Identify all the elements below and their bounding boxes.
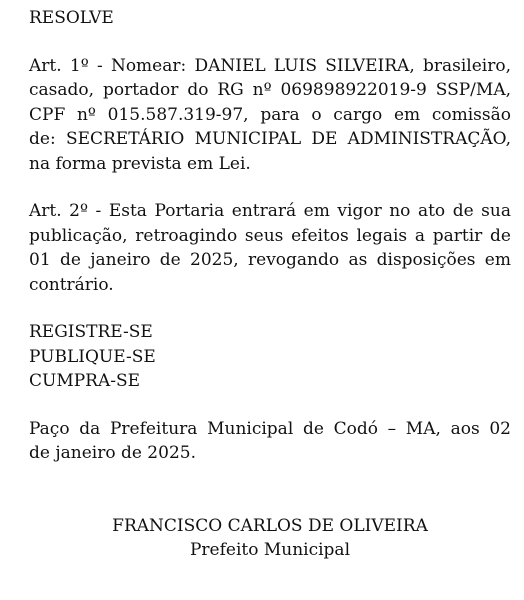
article-2-line: publicação, retroagindo seus efeitos legais a partir de <box>29 225 511 246</box>
article-1-line: CPF nº 015.587.319-97, para o cargo em comissão <box>29 104 511 125</box>
place-date-line: de janeiro de 2025. <box>29 443 196 463</box>
cumpra-se: CUMPRA-SE <box>29 371 141 391</box>
signatory-name: FRANCISCO CARLOS DE OLIVEIRA <box>112 515 428 536</box>
publique-se: PUBLIQUE-SE <box>29 346 156 367</box>
resolve-heading: RESOLVE <box>29 8 114 28</box>
closing-formulas <box>29 320 511 394</box>
article-1-line: casado, portador do RG nº 069898922019-9 SSP/MA, <box>29 80 511 100</box>
place-and-date <box>29 417 511 466</box>
article-1 <box>29 54 511 177</box>
registre-se: REGISTRE-SE <box>29 322 153 342</box>
article-1-line: na forma prevista em Lei. <box>29 153 251 174</box>
place-date-line: Paço da Prefeitura Municipal de Codó – MA, aos 02 <box>29 418 511 439</box>
document-body <box>29 0 511 563</box>
article-1-line: de: SECRETÁRIO MUNICIPAL DE ADMINISTRAÇÃO, <box>29 129 511 149</box>
article-2-line: contrário. <box>29 274 114 295</box>
article-2-line: 01 de janeiro de 2025, revogando as disposições em <box>29 250 511 270</box>
signature-block <box>29 514 511 563</box>
article-2-line: Art. 2º - Esta Portaria entrará em vigor no ato de sua <box>29 201 511 221</box>
signatory-title: Prefeito Municipal <box>189 540 351 560</box>
article-1-line: Art. 1º - Nomear: DANIEL LUIS SILVEIRA, brasileiro, <box>29 55 511 76</box>
article-2 <box>29 199 511 297</box>
